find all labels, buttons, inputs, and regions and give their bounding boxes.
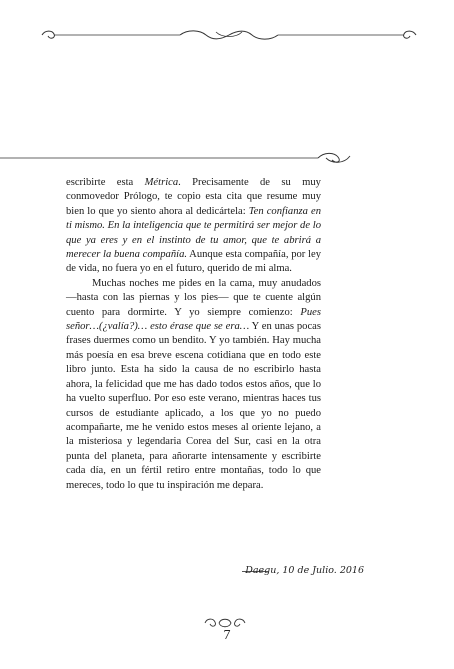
signature-dateline: Daegu, 10 de Julio. 2016	[245, 565, 364, 576]
section-ornament-rule	[0, 150, 352, 166]
paragraph-2	[66, 277, 321, 493]
page-number: 7	[223, 628, 231, 643]
p2-quote-italic: Pues señor…(¿valía?)… esto érase que se era…	[66, 306, 321, 333]
body-text	[66, 176, 321, 493]
paragraph-1	[66, 176, 321, 277]
top-ornament-rule	[40, 28, 418, 42]
p2-text-a: Muchas noches me pides en la cama, muy anudados —hasta con las piernas y los pies— que te cuente algún cuento para dormirte. Y yo siempre comienzo:	[66, 277, 321, 318]
p1-text-c: . Precisamente de su muy conmovedor Prólogo, te copio esta cita que resume muy bien lo que yo siento ahora al dedicártela:	[66, 177, 321, 217]
p1-text-e: Aunque esta compañía, por ley de vida, no fuera yo en el futuro, querido de mi alma.	[66, 249, 321, 275]
p1-title-italic: Métrica	[144, 177, 179, 188]
p1-quote-italic: Ten confianza en ti mismo. En la inteligencia que te permitirá ser mejor de lo que ya eres y en el instinto de tu amor, que te abrirá a merecer la buena compañía.	[66, 205, 321, 261]
p2-text-c: Y en unas pocas frases duermes como un bendito. Y yo también. Hay mucha más poesía en esa breve escena cotidiana que en todo este libro junto. Esta ha sido la causa de no escribirlo hasta ahora, la felicidad que me has dado todos estos años, que lo ha vuelto superfluo. Por eso este verano, mientras haces tus cursos de estudiante aplicado, a los que yo no puedo acompañarte, me he venido estos meses al oriente lejano, a la misteriosa y legendaria Corea del Sur, casi en la otra punta del planeta, para añorarte intensamente y escribirte cada día, en un fértil retiro entre montañas, todo lo que mereces, todo lo que tu inspiración me depara.	[66, 321, 321, 491]
p1-text-a: escribirte esta	[66, 177, 145, 188]
